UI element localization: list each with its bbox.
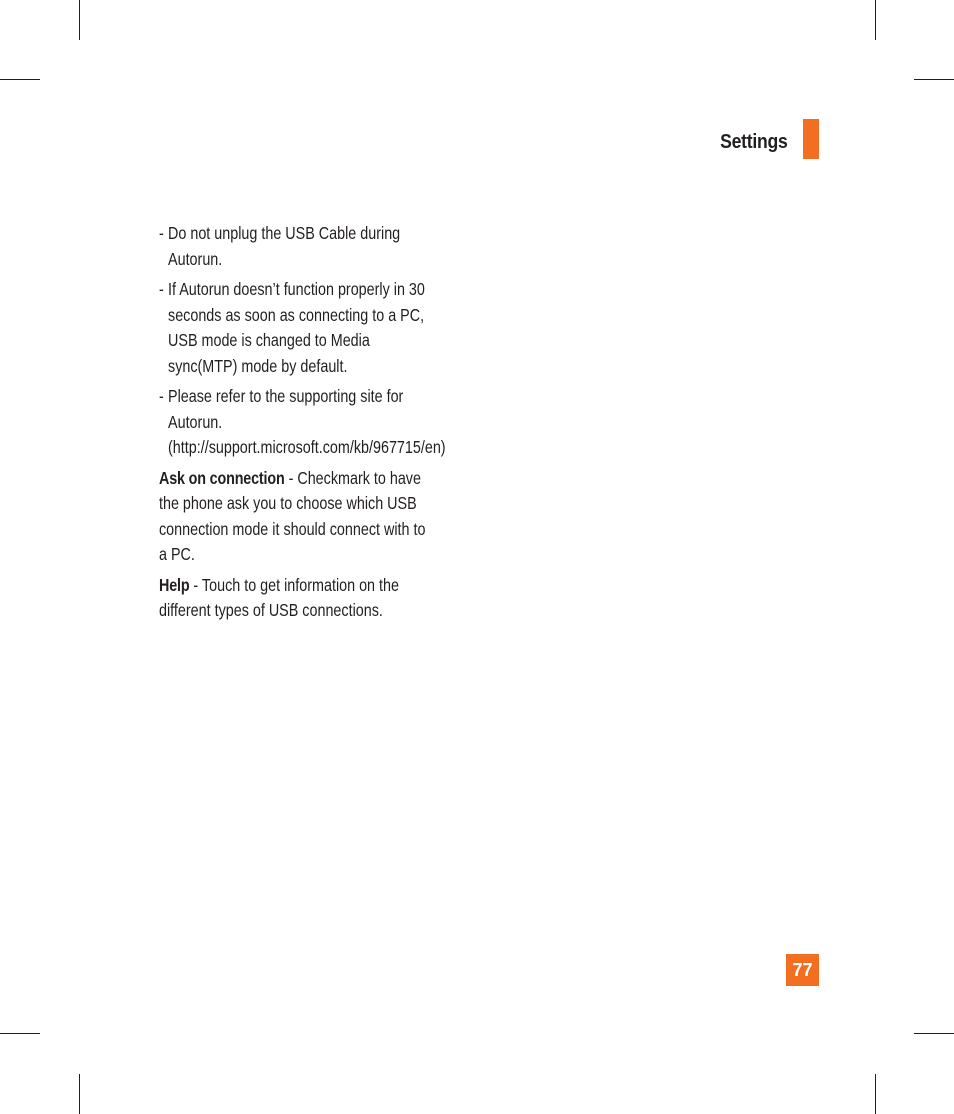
page-content — [159, 221, 446, 629]
usb-note — [159, 384, 446, 461]
option-term: Ask on connection — [159, 467, 285, 488]
crop-mark — [875, 1074, 876, 1114]
option-description: - Touch to get information on the different types of USB connections. — [159, 574, 399, 620]
option-ask-on-connection — [159, 466, 430, 568]
crop-mark — [0, 1033, 40, 1034]
usb-note — [159, 277, 430, 379]
option-help — [159, 573, 430, 624]
crop-mark — [914, 79, 954, 80]
section-tab-marker — [803, 119, 819, 159]
crop-mark — [0, 79, 40, 80]
bullet-dash: - — [159, 386, 164, 406]
crop-mark — [875, 0, 876, 40]
crop-mark — [79, 1074, 80, 1114]
section-title: Settings — [719, 131, 787, 153]
usb-note — [159, 221, 430, 272]
page-number: 77 — [786, 954, 819, 986]
usb-note-text: Please refer to the supporting site for Autorun. (http://support.microsoft.com/kb/967715/en) — [168, 386, 446, 457]
crop-mark — [914, 1033, 954, 1034]
bullet-dash: - — [159, 223, 164, 243]
bullet-dash: - — [159, 279, 164, 299]
option-term: Help — [159, 574, 190, 595]
crop-mark — [79, 0, 80, 40]
option-description: - Checkmark to have the phone ask you to choose which USB connection mode it should connect with to a PC. — [159, 467, 426, 564]
usb-note-text: Do not unplug the USB Cable during Autorun. — [168, 223, 401, 269]
usb-note-text: If Autorun doesn’t function properly in 30 seconds as soon as connecting to a PC, USB mode is changed to Media sync(MTP) mode by default. — [168, 279, 425, 376]
